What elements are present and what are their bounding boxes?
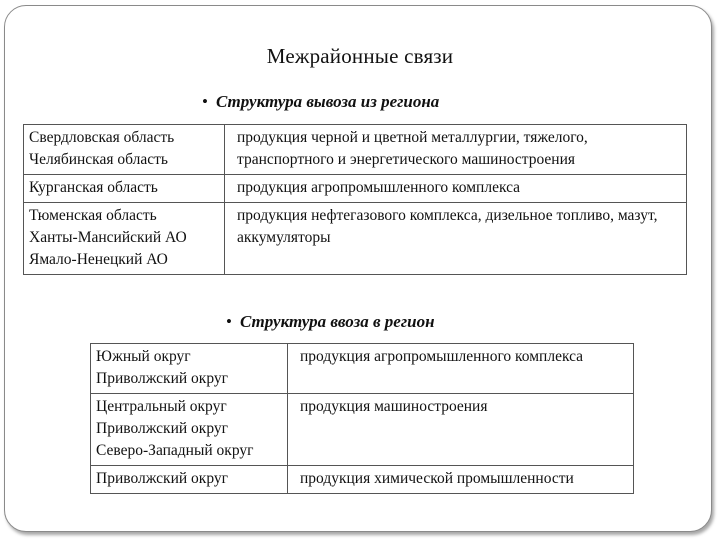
region-cell: Южный округ Приволжский округ	[91, 344, 288, 394]
region-cell: Тюменская область Ханты-Мансийский АО Ямало-Ненецкий АО	[24, 203, 225, 275]
bullet-icon: •	[226, 312, 232, 331]
slide-title: Межрайонные связи	[266, 44, 454, 68]
table-row	[24, 175, 687, 203]
export-heading	[202, 92, 439, 112]
import-heading-text: Структура ввоза в регион	[239, 312, 435, 331]
export-table	[23, 124, 687, 275]
table-row	[91, 344, 634, 394]
product-cell: продукция машиностроения	[288, 394, 634, 466]
import-heading	[226, 312, 435, 332]
region-cell: Курганская область	[24, 175, 225, 203]
import-table	[90, 343, 634, 494]
product-cell: продукция химической промышленности	[288, 466, 634, 494]
product-cell: продукция нефтегазового комплекса, дизельное топливо, мазут, аккумуляторы	[225, 203, 687, 275]
table-row	[91, 394, 634, 466]
product-cell: продукция агропромышленного комплекса	[225, 175, 687, 203]
table-row	[91, 466, 634, 494]
region-cell: Приволжский округ	[91, 466, 288, 494]
region-cell: Свердловская область Челябинская область	[24, 125, 225, 175]
product-cell: продукция черной и цветной металлургии, тяжелого, транспортного и энергетического машиностроения	[225, 125, 687, 175]
table-row	[24, 203, 687, 275]
region-cell: Центральный округ Приволжский округ Северо-Западный округ	[91, 394, 288, 466]
product-cell: продукция агропромышленного комплекса	[288, 344, 634, 394]
export-heading-text: Структура вывоза из региона	[215, 92, 440, 111]
table-row	[24, 125, 687, 175]
bullet-icon: •	[202, 92, 208, 111]
